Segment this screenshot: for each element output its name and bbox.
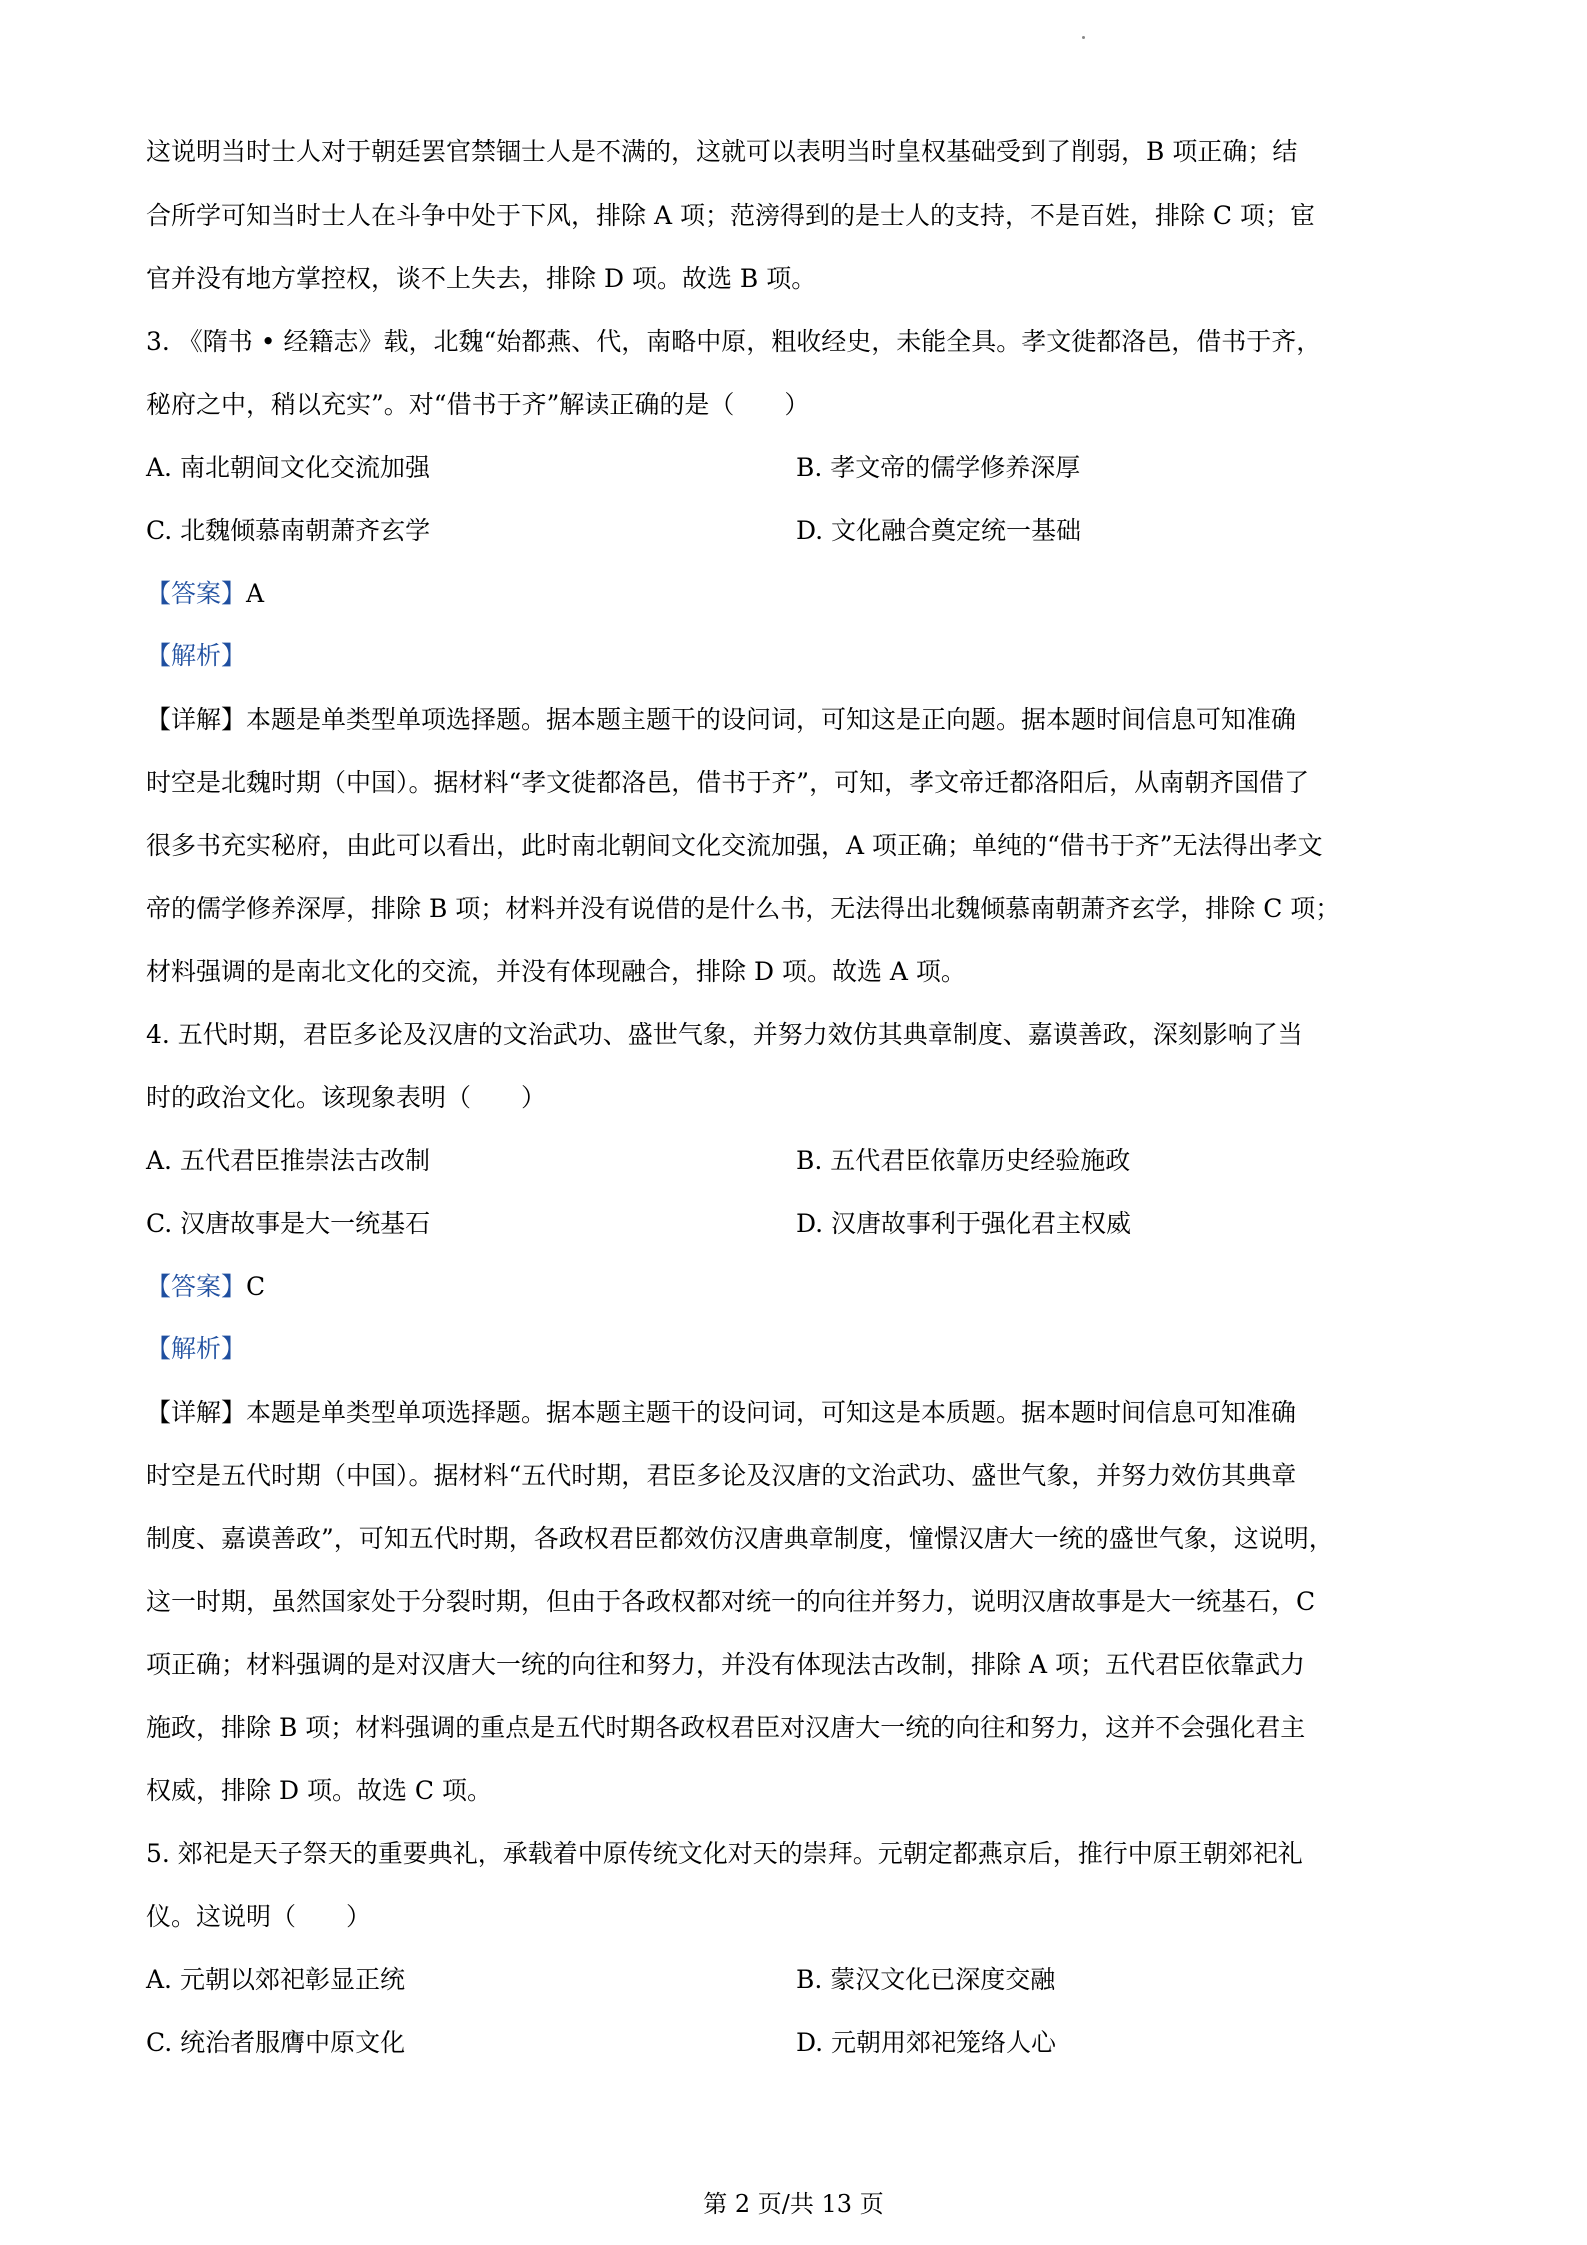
question-4-stem: 4. 五代时期，君臣多论及汉唐的文治武功、盛世气象，并努力效仿其典章制度、嘉谟善政，深刻影响了当 <box>146 1020 1303 1049</box>
text-line: 官并没有地方掌控权，谈不上失去，排除 D 项。故选 B 项。 <box>146 264 817 293</box>
q3-option-c: C. 北魏倾慕南朝萧齐玄学 <box>146 516 431 545</box>
q4-option-b: B. 五代君臣依靠历史经验施政 <box>796 1146 1131 1175</box>
scan-dot <box>1082 36 1085 39</box>
q4-detail-line: 时空是五代时期（中国）。据材料“五代时期，君臣多论及汉唐的文治武功、盛世气象，并努力效仿其典章 <box>146 1461 1297 1490</box>
q5-option-b: B. 蒙汉文化已深度交融 <box>796 1965 1056 1994</box>
q3-option-a: A. 南北朝间文化交流加强 <box>146 453 430 482</box>
answer-tag: 【答案】 <box>146 1272 247 1301</box>
question-3-stem: 秘府之中，稍以充实”。对“借书于齐”解读正确的是（ ） <box>146 390 810 419</box>
q4-detail-line: 这一时期，虽然国家处于分裂时期，但由于各政权都对统一的向往并努力，说明汉唐故事是大一统基石，C <box>146 1587 1316 1616</box>
q4-answer <box>146 1269 1446 1305</box>
detail-text: 本题是单类型单项选择题。据本题主题干的设问词，可知这是本质题。据本题时间信息可知准确 <box>246 1398 1297 1427</box>
q3-answer <box>146 576 1446 612</box>
question-4-stem: 时的政治文化。该现象表明（ ） <box>146 1083 547 1112</box>
question-3-stem: 3. 《隋书 • 经籍志》载，北魏“始都燕、代，南略中原，粗收经史，未能全具。孝文徙都洛邑，借书于齐， <box>146 327 1322 356</box>
q4-detail-line: 项正确；材料强调的是对汉唐大一统的向往和努力，并没有体现法古改制，排除 A 项；五代君臣依靠武力 <box>146 1650 1305 1679</box>
q4-detail <box>146 1395 1446 1431</box>
q4-detail-line: 施政，排除 B 项；材料强调的重点是五代时期各政权君臣对汉唐大一统的向往和努力，这并不会强化君主 <box>146 1713 1306 1742</box>
q4-option-c: C. 汉唐故事是大一统基石 <box>146 1209 431 1238</box>
q4-option-d: D. 汉唐故事利于强化君主权威 <box>796 1209 1132 1238</box>
q4-detail-line: 权威，排除 D 项。故选 C 项。 <box>146 1776 492 1805</box>
q3-detail-line: 帝的儒学修养深厚，排除 B 项；材料并没有说借的是什么书，无法得出北魏倾慕南朝萧齐玄学，排除 C 项； <box>146 894 1341 923</box>
question-5-stem: 5. 郊祀是天子祭天的重要典礼，承载着中原传统文化对天的崇拜。元朝定都燕京后，推行中原王朝郊祀礼 <box>146 1839 1303 1868</box>
q3-option-d: D. 文化融合奠定统一基础 <box>796 516 1082 545</box>
q3-detail-line: 材料强调的是南北文化的交流，并没有体现融合，排除 D 项。故选 A 项。 <box>146 957 966 986</box>
question-5-stem: 仪。这说明（ ） <box>146 1902 372 1931</box>
answer-value: C <box>246 1272 266 1301</box>
q3-detail <box>146 702 1446 738</box>
detail-tag: 【详解】 <box>146 1398 247 1427</box>
q3-detail-line: 时空是北魏时期（中国）。据材料“孝文徙都洛邑，借书于齐”，可知，孝文帝迁都洛阳后，从南朝齐国借了 <box>146 768 1310 797</box>
q3-detail-line: 很多书充实秘府，由此可以看出，此时南北朝间文化交流加强，A 项正确；单纯的“借书于齐”无法得出孝文 <box>146 831 1323 860</box>
q5-option-d: D. 元朝用郊祀笼络人心 <box>796 2028 1057 2057</box>
q4-analysis-tag: 【解析】 <box>146 1334 247 1363</box>
detail-tag: 【详解】 <box>146 705 247 734</box>
text-line: 合所学可知当时士人在斗争中处于下风，排除 A 项；范滂得到的是士人的支持，不是百姓，排除 C 项；宦 <box>146 201 1315 230</box>
q3-option-b: B. 孝文帝的儒学修养深厚 <box>796 453 1081 482</box>
q5-option-c: C. 统治者服膺中原文化 <box>146 2028 406 2057</box>
text-line: 这说明当时士人对于朝廷罢官禁锢士人是不满的，这就可以表明当时皇权基础受到了削弱，B 项正确；结 <box>146 137 1298 166</box>
answer-value: A <box>246 579 265 608</box>
page-footer: 第 2 页/共 13 页 <box>703 2190 884 2218</box>
q4-detail-line: 制度、嘉谟善政”，可知五代时期，各政权君臣都效仿汉唐典章制度，憧憬汉唐大一统的盛世气象，这说明， <box>146 1524 1334 1553</box>
q4-option-a: A. 五代君臣推崇法古改制 <box>146 1146 430 1175</box>
answer-tag: 【答案】 <box>146 579 247 608</box>
q5-option-a: A. 元朝以郊祀彰显正统 <box>146 1965 405 1994</box>
detail-text: 本题是单类型单项选择题。据本题主题干的设问词，可知这是正向题。据本题时间信息可知准确 <box>246 705 1297 734</box>
q3-analysis-tag: 【解析】 <box>146 641 247 670</box>
